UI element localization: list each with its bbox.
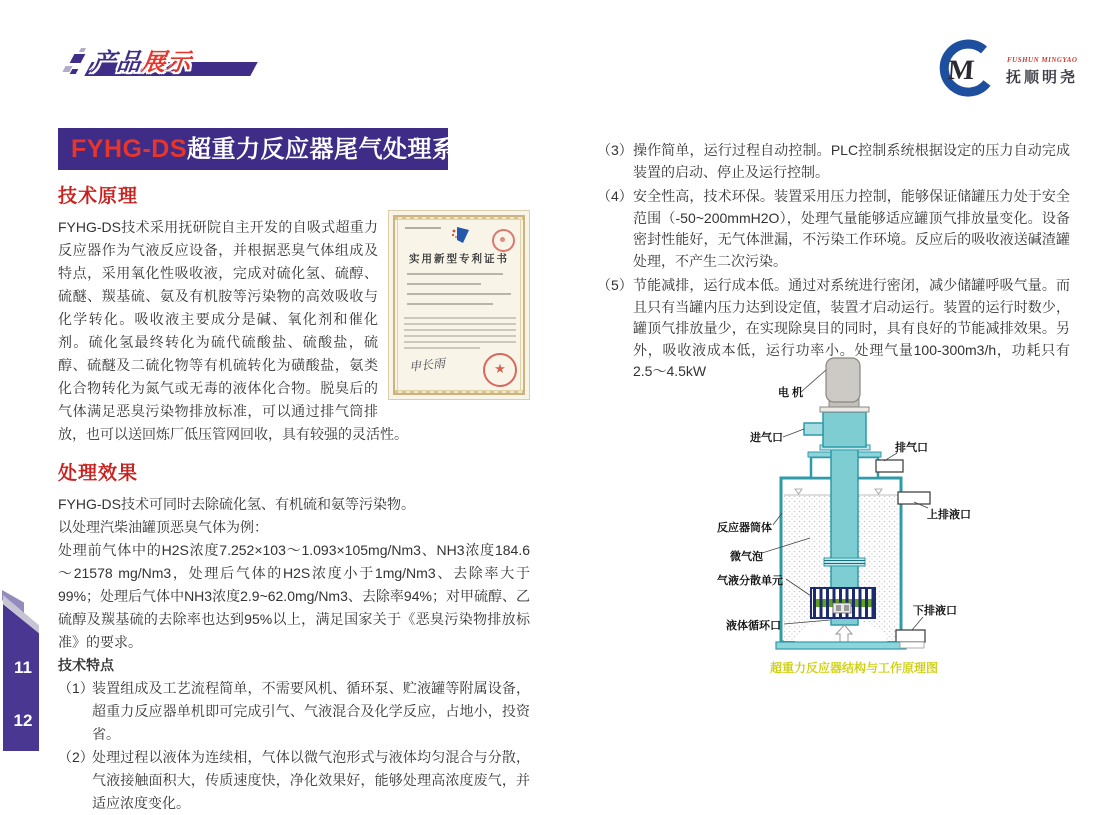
cert-paragraph-line [404,323,516,325]
diagram-caption: 超重力反应器结构与工作原理图 [769,661,938,675]
diagram-label-micro-bubbles: 微气泡 [730,551,763,563]
banner-chip [70,54,86,63]
suction-housing [823,412,866,447]
page-number-12: 12 [13,711,33,730]
gas-inlet-pipe [804,423,823,435]
cnipa-logo-icon [449,225,473,247]
cert-paragraph-line [404,335,516,337]
gas-liquid-dispersion-unit [811,588,875,618]
cert-number-line [405,227,441,229]
treatment-paragraph: 处理前气体中的H2S浓度7.252×103～1.093×105mg/Nm3、NH3浓度184.6～21578 mg/Nm3，处理后气体的H2S浓度小于1mg/Nm3、去除率大于99%；处理后气体中NH3浓度2.9~62.0mg/Nm3、去除率94%；对甲硫醇、乙硫醇及羰基硫的去除率也达到95%以上，满足国家关于《恶臭污染物排放标准》的要求。 [58,542,530,650]
product-model: FYHG-DS [71,135,187,163]
feature-number: （5） [597,277,633,293]
diagram-label-gas-inlet: 进气口 [750,432,783,444]
treatment-line-2: 以处理汽柴油罐顶恶臭气体为例： [58,519,268,535]
tech-features-subheading: 技术特点 [58,657,114,673]
company-logo [933,40,1083,98]
cm-monogram-icon [933,40,1003,96]
feature-text: 处理过程以液体为连续相，气体以微气泡形式与液体均匀混合与分散，气液接触面积大，传质速度快，净化效果好，能够处理高浓度废气，并适应浓度变化。 [92,749,530,811]
product-display-banner [58,42,288,84]
monogram-letter: M [946,55,976,86]
feature-number: （4） [597,188,633,204]
treatment-effect-heading: 处理效果 [58,463,139,484]
company-name-en: FUSHUN MINGYAO [1007,56,1078,64]
diagram-label-reactor-shell: 反应器筒体 [717,522,772,534]
gas-outlet-pipe [876,460,903,472]
feature-text: 安全性高，技术环保。装置采用压力控制，能够保证储罐压力处于安全范围（-50~200mmH2O），处理气量能够适应罐顶气排放量变化。设备密封性能好，无气体泄漏，不污染工作环境。反应后的吸收液送碱渣罐处理，不产生二次污染。 [633,188,1070,269]
left-column [58,181,530,815]
cert-national-seal-icon: ★ [483,353,517,387]
treatment-line-1: FYHG-DS技术可同时去除硫化氢、有机硫和氨等污染物。 [58,496,415,512]
cert-text-line [407,283,481,285]
feature-number: （1） [58,680,94,696]
feature-number: （2） [58,749,94,765]
diagram-label-lower-drain: 下排液口 [913,605,957,617]
diagram-label-gas-outlet: 排气口 [895,442,928,454]
patent-certificate [388,210,530,400]
banner-text-part2: 展示 [140,49,194,76]
diagram-label-liquid-circulation: 液体循环口 [726,620,781,632]
banner-chip [79,48,86,52]
feature-text: 节能减排，运行成本低。通过对系统进行密闭，减少储罐呼吸气量。而且只有当罐内压力达到设定值，装置才启动运行。装置的运行时数少，罐顶气排放量少，在实现除臭目的同时，具有良好的节能减排效果。另外，吸收液成本低，运行功率小。处理气量100-300m3/h，功耗只有2.5～4.5kW [633,277,1070,379]
feature-item-1 [58,677,530,746]
cert-round-seal-icon [492,229,515,252]
pipe-support [900,642,924,648]
feature-item-3 [597,140,1070,183]
tech-principle-heading: 技术原理 [58,186,139,207]
cert-text-line [407,273,503,275]
reactor-diagram [683,345,1025,676]
cert-paragraph-line [404,317,516,319]
reactor-diagram-svg [683,345,1025,653]
banner-text-part1: 产品 [90,49,144,76]
banner-chip [70,69,79,74]
cert-text-line [407,303,493,305]
page-number-11: 11 [14,658,32,677]
cert-paragraph-line [404,329,516,331]
product-name: 超重力反应器尾气处理系统 [187,136,481,163]
cert-signature: 申长雨 [408,356,446,374]
feature-text: 装置组成及工艺流程简单，不需要风机、循环泵、贮液罐等附属设备，超重力反应器单机即可完成引气、气液混合及化学反应，占地小，投资省。 [92,680,530,742]
diagram-label-motor: 电 机 [778,387,804,399]
base-plate [776,642,906,649]
company-name-cn: 抚顺明尧 [1006,69,1079,86]
motor-flange [820,407,869,412]
cert-title: 实用新型专利证书 [409,254,509,265]
feature-item-4 [597,186,1070,272]
motor-body [826,358,860,402]
product-title-banner [58,128,481,170]
diagram-label-upper-drain: 上排液口 [927,509,971,521]
cert-paragraph-line [404,341,516,343]
tech-principle-body: FYHG-DS技术采用抚研院自主开发的自吸式超重力反应器作为气液反应设备，并根据恶臭气体组成及特点，采用氧化性吸收液，完成对硫化氢、硫醇、硫醚、羰基硫、氨及有机胺等污染物的高效吸收与化学转化。吸收液主要成分是碱、氧化剂和催化剂。硫化氢最终转化为硫代硫酸盐、硫酸盐，硫醇、硫醚及二硫化物等有机硫转化为磺酸盐，氨类化合物转化为氮气或无毒的液体化合物。脱臭后的气体满足恶臭污染物排放标准，可以通过排气筒排放，也可以送回炼厂低压管网回收，具有较强的灵活性。 [58,219,408,442]
feature-number: （3） [597,142,633,158]
cert-text-line [407,293,511,295]
lower-drain-pipe [896,630,925,642]
feature-text: 操作简单，运行过程自动控制。PLC控制系统根据设定的压力自动完成装置的启动、停止及运行控制。 [633,142,1070,180]
shaft-flange [824,558,865,566]
banner-text [90,42,194,77]
feature-item-2 [58,746,530,815]
diagram-label-dispersion-unit: 气液分散单元 [717,575,783,587]
cert-paragraph-line [404,347,480,349]
